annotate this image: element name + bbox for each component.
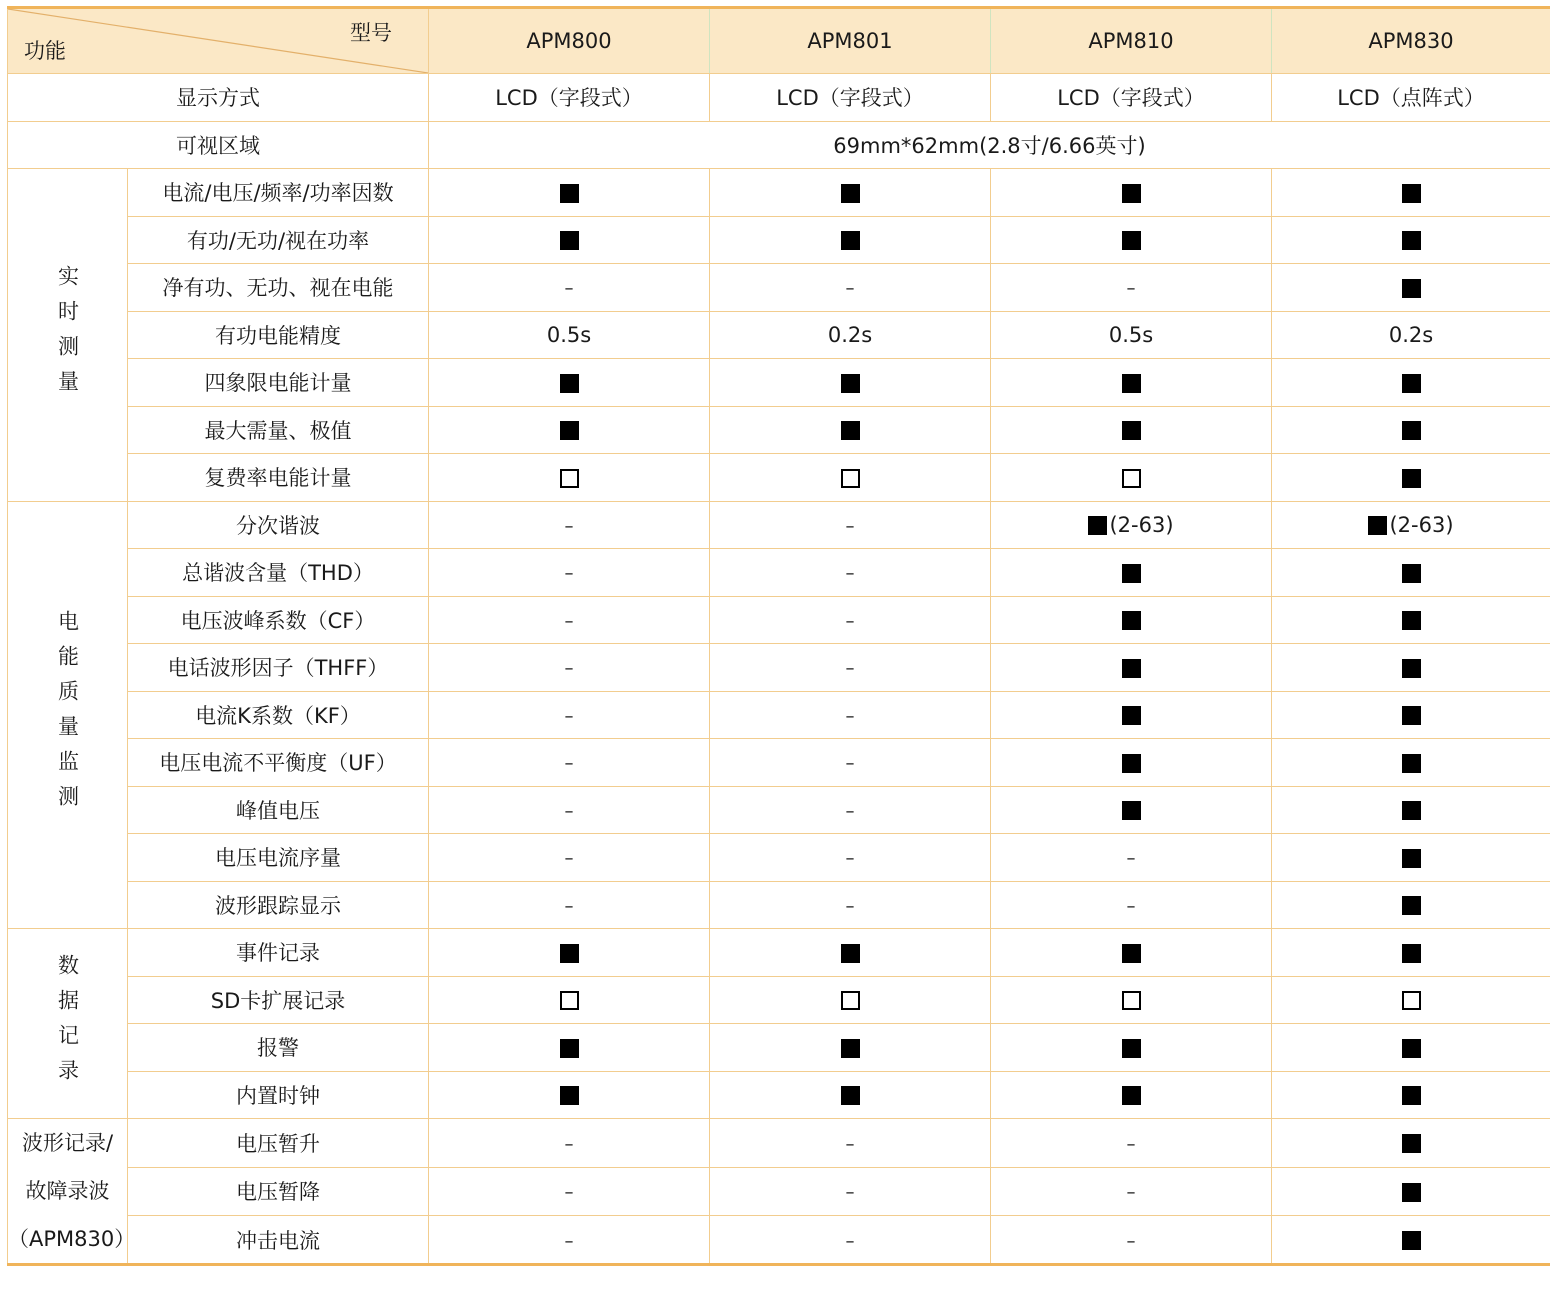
empty-square-icon — [560, 991, 579, 1010]
support-cell-apm810: 0.5s — [991, 311, 1272, 359]
row-label: 显示方式 — [8, 74, 429, 122]
not-supported-dash: – — [845, 610, 855, 632]
table-row — [8, 644, 1550, 692]
feature-label: 电流K系数（KF） — [128, 691, 429, 739]
support-cell-apm810 — [991, 406, 1272, 454]
not-supported-dash: – — [564, 610, 574, 632]
support-cell-apm800 — [429, 1216, 710, 1265]
feature-label: 报警 — [128, 1024, 429, 1072]
table-row — [8, 929, 1550, 977]
filled-square-icon — [1402, 849, 1421, 868]
support-cell-apm810 — [991, 881, 1272, 929]
group-title-realtime-measurement: 实时测量 — [8, 169, 128, 502]
table-row — [8, 216, 1550, 264]
filled-square-icon — [1402, 611, 1421, 630]
feature-label: 电压电流不平衡度（UF） — [128, 739, 429, 787]
display-value-apm800: LCD（字段式） — [429, 74, 710, 122]
support-cell-apm830 — [1272, 501, 1550, 549]
not-supported-dash: – — [564, 800, 574, 822]
not-supported-dash: – — [564, 563, 574, 585]
group-title-line: 波形记录/ — [21, 1131, 114, 1155]
filled-square-icon — [560, 374, 579, 393]
filled-square-icon — [560, 944, 579, 963]
feature-label: 冲击电流 — [128, 1216, 429, 1265]
support-cell-apm800 — [429, 1119, 710, 1168]
support-cell-apm810 — [991, 359, 1272, 407]
table-row — [8, 359, 1550, 407]
empty-square-icon — [560, 469, 579, 488]
not-supported-dash: – — [564, 848, 574, 870]
support-cell-apm810 — [991, 976, 1272, 1024]
group-title-waveform-recording — [8, 1119, 136, 1265]
model-header-apm801: APM801 — [710, 8, 991, 74]
support-cell-apm800 — [429, 596, 710, 644]
feature-label: 电流/电压/频率/功率因数 — [128, 169, 429, 217]
group-title-line: 故障录波 — [25, 1179, 110, 1203]
filled-square-icon — [1122, 659, 1141, 678]
not-supported-dash: – — [1126, 1182, 1136, 1204]
table-row — [8, 1216, 1550, 1265]
table-row — [8, 501, 1550, 549]
support-cell-apm800 — [429, 264, 710, 312]
support-cell-apm801 — [710, 881, 991, 929]
support-cell-apm801 — [710, 976, 991, 1024]
support-cell-apm801 — [710, 406, 991, 454]
table-row — [8, 881, 1550, 929]
support-cell-apm800 — [429, 976, 710, 1024]
filled-square-icon — [1402, 1231, 1421, 1250]
not-supported-dash: – — [564, 1133, 574, 1155]
filled-square-icon — [1122, 231, 1141, 250]
support-cell-apm830 — [1272, 549, 1550, 597]
filled-square-icon — [560, 421, 579, 440]
support-cell-apm810 — [991, 216, 1272, 264]
filled-square-icon — [1368, 516, 1387, 535]
filled-square-icon — [841, 944, 860, 963]
support-cell-apm800 — [429, 454, 710, 502]
support-cell-apm810 — [991, 1119, 1272, 1168]
table-row — [8, 834, 1550, 882]
table-row — [8, 596, 1550, 644]
filled-square-icon — [1122, 706, 1141, 725]
support-cell-apm810 — [991, 1024, 1272, 1072]
not-supported-dash: – — [845, 753, 855, 775]
support-cell-apm801 — [710, 501, 991, 549]
not-supported-dash: – — [1126, 1230, 1136, 1252]
filled-square-icon — [1122, 1086, 1141, 1105]
support-cell-apm810 — [991, 169, 1272, 217]
feature-label: 有功电能精度 — [128, 311, 429, 359]
support-cell-apm830: 0.2s — [1272, 311, 1550, 359]
empty-square-icon — [1402, 991, 1421, 1010]
support-cell-apm810 — [991, 549, 1272, 597]
feature-label: 峰值电压 — [128, 786, 429, 834]
empty-square-icon — [841, 991, 860, 1010]
filled-square-icon — [560, 1086, 579, 1105]
support-cell-apm830 — [1272, 406, 1550, 454]
support-cell-apm800 — [429, 644, 710, 692]
not-supported-dash: – — [845, 800, 855, 822]
support-cell-apm801 — [710, 739, 991, 787]
support-cell-apm800 — [429, 929, 710, 977]
display-value-apm830: LCD（点阵式） — [1272, 74, 1550, 122]
filled-square-icon — [1402, 469, 1421, 488]
support-cell-apm810 — [991, 644, 1272, 692]
display-value-apm810: LCD（字段式） — [991, 74, 1272, 122]
filled-square-icon — [841, 184, 860, 203]
filled-square-icon — [1402, 801, 1421, 820]
not-supported-dash: – — [845, 563, 855, 585]
support-cell-apm810 — [991, 691, 1272, 739]
row-label: 可视区域 — [8, 121, 429, 169]
filled-square-icon — [1122, 611, 1141, 630]
support-cell-apm830 — [1272, 739, 1550, 787]
model-header-apm830: APM830 — [1272, 8, 1550, 74]
support-cell-apm801 — [710, 786, 991, 834]
filled-square-icon — [1088, 516, 1107, 535]
feature-label: 波形跟踪显示 — [128, 881, 429, 929]
support-cell-apm810 — [991, 1216, 1272, 1265]
not-supported-dash: – — [564, 1182, 574, 1204]
filled-square-icon — [1122, 754, 1141, 773]
support-cell-apm800 — [429, 1071, 710, 1119]
support-cell-apm810 — [991, 501, 1272, 549]
support-cell-apm800 — [429, 1024, 710, 1072]
filled-square-icon — [841, 231, 860, 250]
group-title-line: （APM830） — [8, 1227, 136, 1251]
filled-square-icon — [1402, 564, 1421, 583]
not-supported-dash: – — [564, 658, 574, 680]
support-cell-apm830 — [1272, 1071, 1550, 1119]
filled-square-icon — [560, 1039, 579, 1058]
support-cell-apm801 — [710, 1216, 991, 1265]
filled-square-icon — [1402, 1183, 1421, 1202]
support-cell-apm800 — [429, 549, 710, 597]
not-supported-dash: – — [1126, 278, 1136, 300]
support-cell-apm810 — [991, 786, 1272, 834]
support-cell-apm801 — [710, 264, 991, 312]
support-cell-apm800: 0.5s — [429, 311, 710, 359]
support-cell-apm801 — [710, 1119, 991, 1168]
table-body — [8, 74, 1550, 1265]
viewing-area-value: 69mm*62mm(2.8寸/6.66英寸) — [429, 121, 1550, 169]
filled-square-icon — [1402, 706, 1421, 725]
model-header-apm810: APM810 — [991, 8, 1272, 74]
support-cell-apm810 — [991, 739, 1272, 787]
not-supported-dash: – — [845, 1133, 855, 1155]
table-row — [8, 739, 1550, 787]
feature-label: SD卡扩展记录 — [128, 976, 429, 1024]
filled-square-icon — [1122, 564, 1141, 583]
filled-square-icon — [1402, 421, 1421, 440]
not-supported-dash: – — [845, 1182, 855, 1204]
support-cell-apm800 — [429, 691, 710, 739]
filled-square-icon — [841, 421, 860, 440]
not-supported-dash: – — [1126, 848, 1136, 870]
support-cell-apm830 — [1272, 929, 1550, 977]
feature-label: 电压波峰系数（CF） — [128, 596, 429, 644]
filled-square-icon — [1402, 279, 1421, 298]
table-row — [8, 549, 1550, 597]
not-supported-dash: – — [564, 895, 574, 917]
support-cell-apm810 — [991, 1167, 1272, 1216]
support-cell-apm830 — [1272, 644, 1550, 692]
feature-label: 四象限电能计量 — [128, 359, 429, 407]
not-supported-dash: – — [845, 848, 855, 870]
support-cell-apm830 — [1272, 454, 1550, 502]
support-cell-apm801 — [710, 216, 991, 264]
filled-square-icon — [841, 1086, 860, 1105]
feature-label: 复费率电能计量 — [128, 454, 429, 502]
header-row — [8, 8, 1550, 74]
filled-square-icon — [1402, 659, 1421, 678]
filled-square-icon — [1402, 1039, 1421, 1058]
support-cell-apm801 — [710, 596, 991, 644]
not-supported-dash: – — [1126, 1133, 1136, 1155]
support-cell-apm801 — [710, 359, 991, 407]
empty-square-icon — [841, 469, 860, 488]
not-supported-dash: – — [845, 278, 855, 300]
empty-square-icon — [1122, 991, 1141, 1010]
filled-square-icon — [1122, 374, 1141, 393]
display-row — [8, 74, 1550, 122]
not-supported-dash: – — [564, 1230, 574, 1252]
support-cell-apm800 — [429, 406, 710, 454]
support-cell-apm800 — [429, 359, 710, 407]
filled-square-icon — [1122, 801, 1141, 820]
feature-label: 电压暂升 — [128, 1119, 429, 1168]
table-row — [8, 1024, 1550, 1072]
support-cell-apm801: 0.2s — [710, 311, 991, 359]
table-row — [8, 1119, 1550, 1168]
support-cell-apm830 — [1272, 596, 1550, 644]
filled-square-icon — [1402, 896, 1421, 915]
filled-square-icon — [841, 1039, 860, 1058]
group-title-data-recording: 数据记录 — [8, 929, 128, 1119]
support-cell-apm830 — [1272, 786, 1550, 834]
not-supported-dash: – — [564, 278, 574, 300]
feature-label: 事件记录 — [128, 929, 429, 977]
not-supported-dash: – — [1126, 895, 1136, 917]
filled-square-icon — [1402, 1086, 1421, 1105]
filled-square-icon — [560, 231, 579, 250]
table-row — [8, 976, 1550, 1024]
support-cell-apm830 — [1272, 169, 1550, 217]
table-row — [8, 786, 1550, 834]
support-cell-apm830 — [1272, 359, 1550, 407]
feature-label: 有功/无功/视在功率 — [128, 216, 429, 264]
support-cell-apm810 — [991, 929, 1272, 977]
support-cell-apm830 — [1272, 1119, 1550, 1168]
model-label: 型号 — [350, 21, 392, 45]
support-cell-apm810 — [991, 264, 1272, 312]
feature-label: 净有功、无功、视在电能 — [128, 264, 429, 312]
group-title-power-quality: 电能质量监测 — [8, 501, 128, 929]
feature-label: 内置时钟 — [128, 1071, 429, 1119]
function-label: 功能 — [24, 39, 66, 63]
feature-label: 总谐波含量（THD） — [128, 549, 429, 597]
filled-square-icon — [1122, 944, 1141, 963]
support-cell-apm830 — [1272, 691, 1550, 739]
support-cell-apm830 — [1272, 264, 1550, 312]
feature-label: 分次谐波 — [128, 501, 429, 549]
support-cell-apm830 — [1272, 834, 1550, 882]
filled-square-icon — [1402, 231, 1421, 250]
support-cell-apm800 — [429, 216, 710, 264]
not-supported-dash: – — [845, 515, 855, 537]
support-cell-apm830 — [1272, 976, 1550, 1024]
support-cell-apm800 — [429, 169, 710, 217]
support-cell-apm801 — [710, 691, 991, 739]
filled-square-icon — [1122, 1039, 1141, 1058]
filled-square-icon — [560, 184, 579, 203]
support-cell-apm801 — [710, 834, 991, 882]
support-cell-apm830 — [1272, 881, 1550, 929]
feature-label: 电压暂降 — [128, 1167, 429, 1216]
support-cell-apm830 — [1272, 1216, 1550, 1265]
not-supported-dash: – — [845, 1230, 855, 1252]
filled-square-icon — [841, 374, 860, 393]
support-cell-apm800 — [429, 834, 710, 882]
filled-square-icon — [1122, 184, 1141, 203]
table-row — [8, 169, 1550, 217]
support-cell-apm801 — [710, 644, 991, 692]
support-cell-apm800 — [429, 881, 710, 929]
feature-label: 电压电流序量 — [128, 834, 429, 882]
filled-square-icon — [1402, 1134, 1421, 1153]
table-row — [8, 264, 1550, 312]
spec-table — [7, 6, 1550, 1266]
table-row — [8, 406, 1550, 454]
support-cell-apm800 — [429, 739, 710, 787]
not-supported-dash: – — [564, 705, 574, 727]
support-cell-apm801 — [710, 1024, 991, 1072]
support-cell-apm830 — [1272, 216, 1550, 264]
feature-label: 最大需量、极值 — [128, 406, 429, 454]
cell-note: (2-63) — [1389, 513, 1454, 538]
viewing-area-row — [8, 121, 1550, 169]
support-cell-apm801 — [710, 549, 991, 597]
support-cell-apm810 — [991, 1071, 1272, 1119]
not-supported-dash: – — [845, 658, 855, 680]
display-value-apm801: LCD（字段式） — [710, 74, 991, 122]
cell-note: (2-63) — [1109, 513, 1174, 538]
filled-square-icon — [1402, 184, 1421, 203]
support-cell-apm830 — [1272, 1024, 1550, 1072]
filled-square-icon — [1122, 421, 1141, 440]
feature-label: 电话波形因子（THFF） — [128, 644, 429, 692]
support-cell-apm801 — [710, 1167, 991, 1216]
empty-square-icon — [1122, 469, 1141, 488]
table-row — [8, 1071, 1550, 1119]
header-diagonal-cell — [8, 8, 429, 74]
filled-square-icon — [1402, 944, 1421, 963]
table-row — [8, 1167, 1550, 1216]
support-cell-apm800 — [429, 786, 710, 834]
support-cell-apm800 — [429, 501, 710, 549]
not-supported-dash: – — [845, 895, 855, 917]
not-supported-dash: – — [564, 753, 574, 775]
not-supported-dash: – — [845, 705, 855, 727]
support-cell-apm801 — [710, 929, 991, 977]
support-cell-apm801 — [710, 169, 991, 217]
filled-square-icon — [1402, 374, 1421, 393]
filled-square-icon — [1402, 754, 1421, 773]
not-supported-dash: – — [564, 515, 574, 537]
model-header-apm800: APM800 — [429, 8, 710, 74]
table-row — [8, 691, 1550, 739]
support-cell-apm801 — [710, 1071, 991, 1119]
support-cell-apm810 — [991, 454, 1272, 502]
table-row — [8, 311, 1550, 359]
support-cell-apm801 — [710, 454, 991, 502]
table-row — [8, 454, 1550, 502]
support-cell-apm830 — [1272, 1167, 1550, 1216]
support-cell-apm810 — [991, 834, 1272, 882]
support-cell-apm810 — [991, 596, 1272, 644]
support-cell-apm800 — [429, 1167, 710, 1216]
